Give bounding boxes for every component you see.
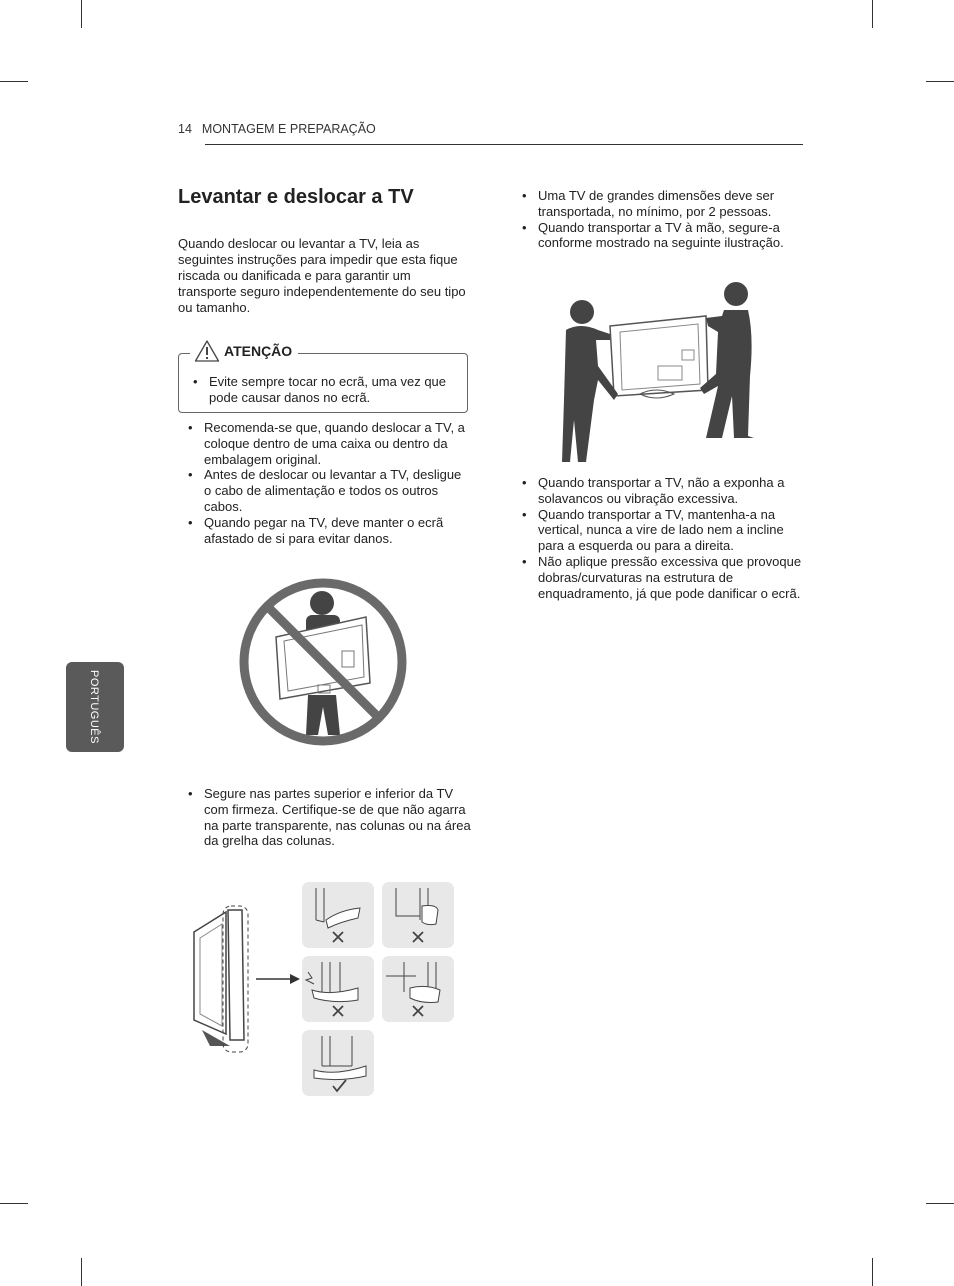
language-side-tab (66, 662, 124, 752)
grip-panel-wrong-1 (302, 882, 374, 948)
page-header (178, 122, 376, 136)
tv-grip-illustration (190, 880, 460, 1100)
grip-panel-wrong-2 (382, 882, 454, 948)
list-item: • Quando transportar a TV, mantenha-a na vertical, nunca a vire de lado nem a incline para a esquerda ou para a direita. (512, 507, 802, 554)
list-item: • Segure nas partes superior e inferior da TV com firmeza. Certifique-se de que não agarra na parte transparente, nas colunas ou na área da grelha das colunas. (178, 786, 472, 849)
warning-triangle-icon (194, 339, 220, 363)
caution-label: ATENÇÃO (224, 343, 293, 359)
page-number: 14 (178, 122, 192, 136)
list-item: • Quando transportar a TV à mão, segure-a conforme mostrado na seguinte ilustração. (512, 220, 796, 252)
grip-panel-correct (302, 1030, 374, 1096)
header-rule (205, 144, 803, 145)
crop-mark (81, 1258, 82, 1286)
language-label: PORTUGUÊS (88, 670, 100, 744)
list-item: • Quando pegar na TV, deve manter o ecrã afastado de si para evitar danos. (178, 515, 472, 547)
right-bullet-list-top (512, 188, 796, 251)
section-title: MONTAGEM E PREPARAÇÃO (201, 122, 376, 136)
crop-mark (81, 0, 82, 28)
list-item: • Não aplique pressão excessiva que provoque dobras/curvaturas na estrutura de enquadramento, já que pode danificar o ecrã. (512, 554, 802, 601)
grip-panel-wrong-4 (382, 956, 454, 1022)
crop-mark (0, 1203, 28, 1204)
arrow-right-icon (256, 974, 300, 984)
tv-back (610, 316, 708, 398)
list-item: • Recomenda-se que, quando deslocar a TV, a coloque dentro de uma caixa ou dentro da embalagem original. (178, 420, 472, 467)
grip-bullet-list (178, 786, 472, 849)
caution-header (190, 331, 298, 371)
crop-mark (926, 81, 954, 82)
list-item: • Quando transportar a TV, não a exponha a solavancos ou vibração excessiva. (512, 475, 802, 507)
list-item: • Uma TV de grandes dimensões deve ser transportada, no mínimo, por 2 pessoas. (512, 188, 796, 220)
intro-paragraph: Quando deslocar ou levantar a TV, leia as seguintes instruções para impedir que esta fique riscada ou danificada e para garantir um transporte seguro independentemente do seu tipo ou tamanho. (178, 236, 466, 315)
caution-item: • Evite sempre tocar no ecrã, uma vez que pode causar danos no ecrã. (183, 374, 461, 406)
left-bullet-list (178, 420, 472, 546)
crop-mark (872, 0, 873, 28)
two-person-carry-illustration (558, 276, 758, 466)
person-figure-left (562, 300, 618, 462)
prohibited-carry-illustration (236, 575, 410, 749)
list-item: • Antes de deslocar ou levantar a TV, desligue o cabo de alimentação e todos os outros cabos. (178, 467, 472, 514)
grip-panel-wrong-3 (302, 956, 374, 1022)
crop-mark (872, 1258, 873, 1286)
crop-mark (0, 81, 28, 82)
tv-side-view (194, 906, 248, 1052)
right-bullet-list-bottom (512, 475, 802, 601)
crop-mark (926, 1203, 954, 1204)
page-title: Levantar e deslocar a TV (178, 186, 414, 208)
person-figure-right (700, 282, 754, 438)
